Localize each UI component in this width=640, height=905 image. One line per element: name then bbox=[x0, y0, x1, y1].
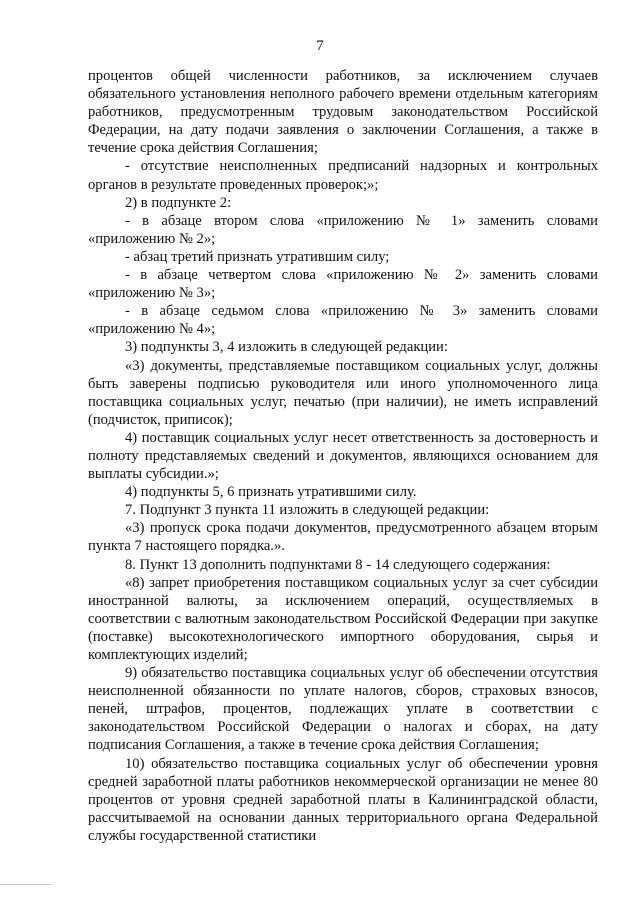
paragraph: - в абзаце седьмом слова «приложению № 3» заменить словами «приложению № 4»; bbox=[88, 303, 598, 338]
paragraph: «8) запрет приобретения поставщиком социальных услуг за счет субсидии иностранной валюты, за исключением операций, осуществляемых в соответствии с валютным законодательством Российской Федерации при закупке (поставке) высокотехнологического импортного оборудования, сырья и комплектующих изделий; bbox=[88, 574, 598, 663]
paragraph: - в абзаце четвертом слова «приложению № 2» заменить словами «приложению № 3»; bbox=[88, 267, 598, 302]
paragraph: 4) поставщик социальных услуг несет ответственность за достоверность и полноту представляемых сведений и документов, являющихся основанием для выплаты субсидии.»; bbox=[88, 429, 598, 483]
paragraph: 8. Пункт 13 дополнить подпунктами 8 - 14 следующего содержания: bbox=[125, 556, 551, 573]
paragraph: - отсутствие неисполненных предписаний надзорных и контрольных органов в результате проведенных проверок;»; bbox=[88, 158, 598, 193]
scan-edge-mark bbox=[0, 884, 52, 885]
paragraph: процентов общей численности работников, за исключением случаев обязательного установления неполного рабочего времени отдельным категориям работников, предусмотренным трудовым законодательством Российской Федерации, на дату подачи заявления о заключении Соглашения, а также в течение срока действия Соглашения; bbox=[88, 68, 598, 157]
paragraph: - абзац третий признать утратившим силу; bbox=[125, 248, 390, 265]
paragraph: 7. Подпункт 3 пункта 11 изложить в следующей редакции: bbox=[125, 502, 490, 519]
paragraph: «3) документы, представляемые поставщиком социальных услуг, должны быть заверены подписью руководителя или иного уполномоченного лица поставщика социальных услуг, печатью (при наличии), не иметь исправлений (подчисток, приписок); bbox=[88, 357, 598, 428]
paragraph: 9) обязательство поставщика социальных услуг об обеспечении отсутствия неисполненной обязанности по уплате налогов, сборов, страховых взносов, пеней, штрафов, процентов, подлежащих уплате в соответствии с законодательством Российской Федерации о налогах и сборах, на дату подписания Соглашения, а также в течение срока действия Соглашения; bbox=[88, 665, 598, 754]
paragraph: 3) подпункты 3, 4 изложить в следующей редакции: bbox=[125, 339, 448, 356]
page-number: 7 bbox=[316, 38, 324, 54]
paragraph: 4) подпункты 5, 6 признать утратившими силу. bbox=[125, 484, 417, 501]
paragraph: 2) в подпункте 2: bbox=[125, 194, 232, 211]
paragraph: 10) обязательство поставщика социальных услуг об обеспечении уровня средней заработной платы работников некоммерческой организации не менее 80 процентов от уровня средней заработной платы в Калининградской области, рассчитываемой на основании данных территориального органа Федеральной службы государственной статистики bbox=[88, 755, 598, 844]
paragraph: - в абзаце втором слова «приложению № 1» заменить словами «приложению № 2»; bbox=[88, 212, 598, 247]
paragraph: «3) пропуск срока подачи документов, предусмотренного абзацем вторым пункта 7 настоящего порядка.». bbox=[88, 520, 598, 555]
document-body bbox=[88, 67, 598, 845]
